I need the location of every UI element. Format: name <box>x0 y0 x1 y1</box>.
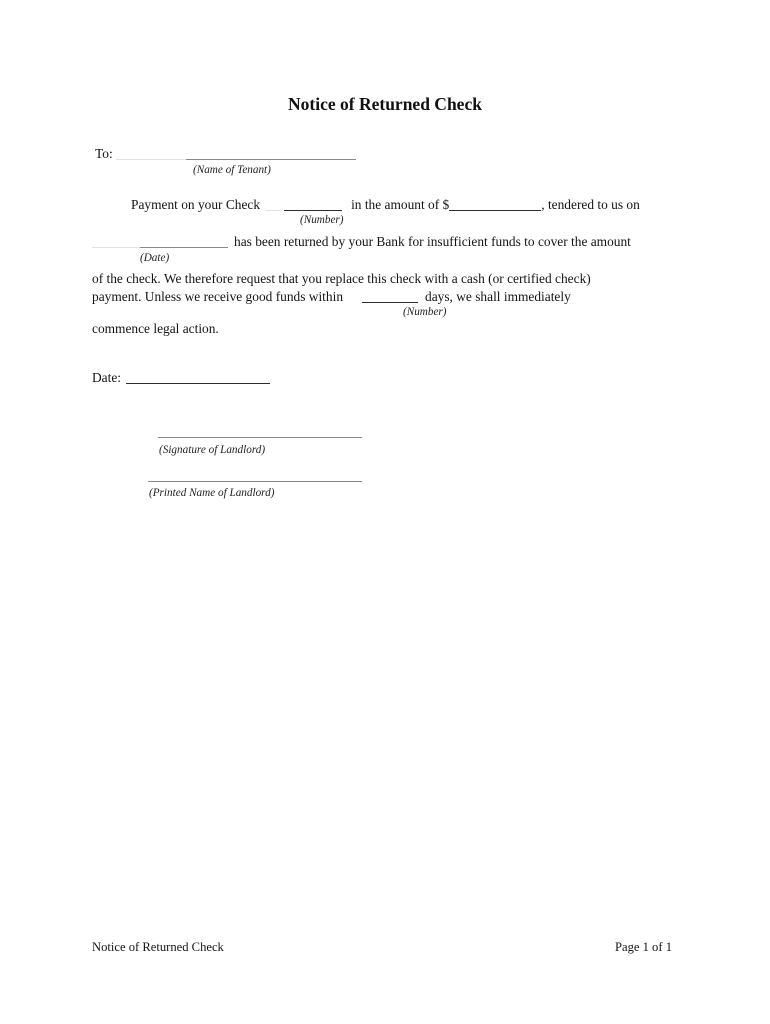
document-title: Notice of Returned Check <box>288 94 482 114</box>
date-label: Date: <box>92 370 121 385</box>
signature-line[interactable] <box>158 437 362 438</box>
p2-after-blank-text: days, we shall immediately <box>425 289 571 304</box>
tenant-name-field[interactable] <box>186 159 356 160</box>
amount-field[interactable] <box>449 210 541 211</box>
return-date-field[interactable] <box>140 247 228 248</box>
p1-lead-text: Payment on your Check <box>131 197 261 212</box>
paragraph2-line1: of the check. We therefore request that you replace this check with a cash (or certified check) <box>92 271 591 286</box>
p1-amount-text: in the amount of $ <box>351 197 450 212</box>
paragraph1-line2 <box>92 234 631 250</box>
printed-name-of-landlord-caption: (Printed Name of Landlord) <box>149 487 275 499</box>
check-number-caption: (Number) <box>300 214 344 226</box>
footer-document-name: Notice of Returned Check <box>92 940 224 954</box>
date-line <box>92 370 270 386</box>
date-caption: (Date) <box>140 252 170 264</box>
check-number-field-shading[interactable] <box>266 210 282 211</box>
date-field[interactable] <box>126 383 270 384</box>
name-of-tenant-caption: (Name of Tenant) <box>193 164 271 176</box>
signature-of-landlord-caption: (Signature of Landlord) <box>159 444 266 456</box>
p1-tail-text: , tendered to us on <box>541 197 640 212</box>
days-number-caption: (Number) <box>403 306 447 318</box>
paragraph1-line1 <box>131 197 640 213</box>
p2-before-blank-text: payment. Unless we receive good funds within <box>92 289 344 304</box>
days-number-field[interactable] <box>362 302 418 303</box>
to-label: To: <box>95 146 113 161</box>
to-field-shading[interactable] <box>116 159 186 160</box>
p1-after-date-text: has been returned by your Bank for insufficient funds to cover the amount <box>234 234 631 249</box>
to-line <box>95 146 356 162</box>
return-date-field-shading[interactable] <box>92 247 140 248</box>
paragraph2-line2 <box>92 289 571 305</box>
footer-page-number: Page 1 of 1 <box>614 940 672 954</box>
check-number-field[interactable] <box>284 210 342 211</box>
paragraph2-line3: commence legal action. <box>92 321 219 336</box>
printed-name-line[interactable] <box>148 481 362 482</box>
